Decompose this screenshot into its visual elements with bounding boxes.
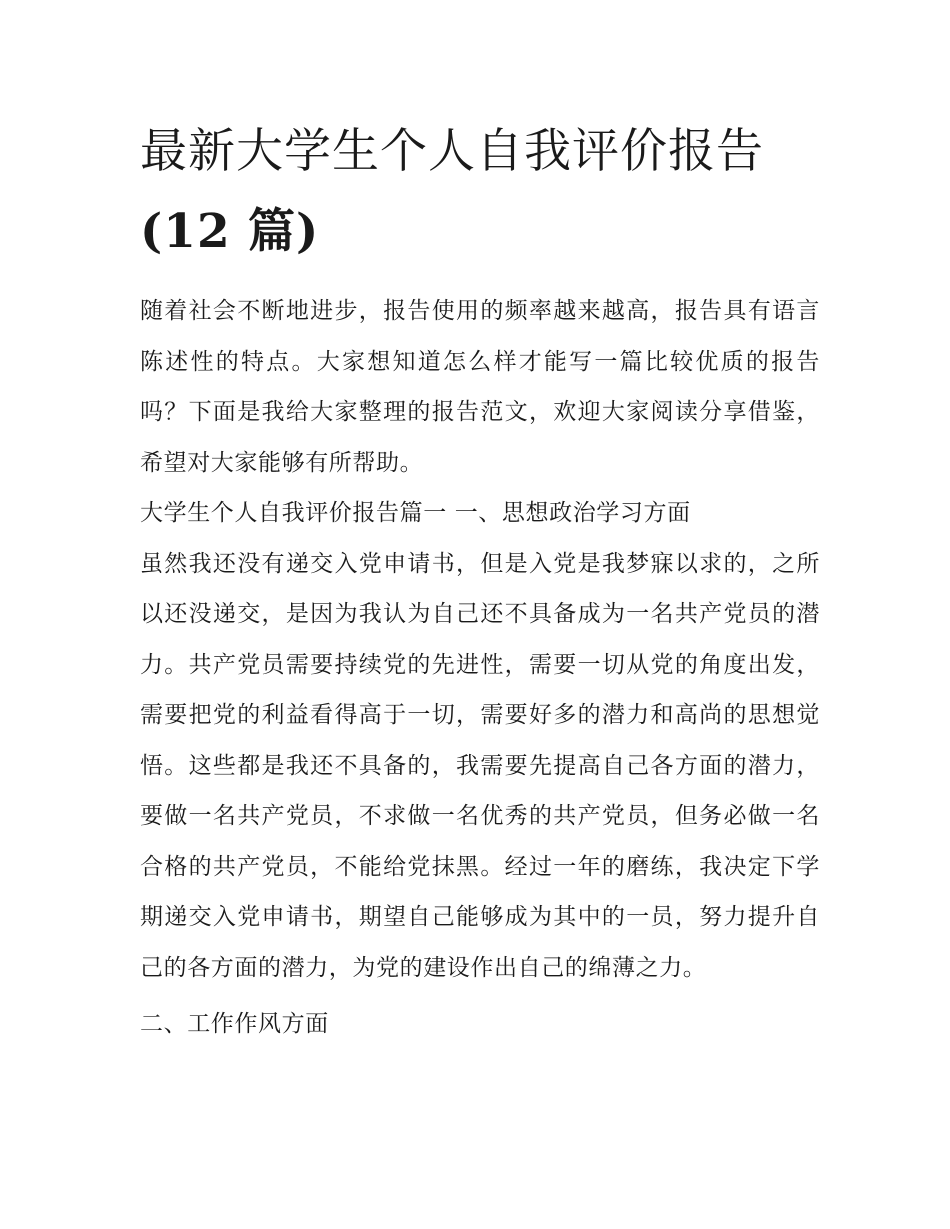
article-heading: 大学生个人自我评价报告篇一 一、思想政治学习方面 [140,500,691,526]
title-sub: (12 篇) [140,204,320,259]
document-title [140,112,820,272]
title-main: 最新大学生个人自我评价报告 [140,124,764,179]
section-heading-2: 二、工作作风方面 [140,1011,329,1037]
document-page [140,112,820,1050]
intro-paragraph: 随着社会不断地进步，报告使用的频率越来越高，报告具有语言陈述性的特点。大家想知道怎么样才能写一篇比较优质的报告吗？下面是我给大家整理的报告范文，欢迎大家阅读分享借鉴，希望对大家能够有所帮助。 [140,298,820,476]
body-paragraph-1: 虽然我还没有递交入党申请书，但是入党是我梦寐以求的，之所以还没递交，是因为我认为自己还不具备成为一名共产党员的潜力。共产党员需要持续党的先进性，需要一切从党的角度出发，需要把党的利益看得高于一切，需要好多的潜力和高尚的思想觉悟。这些都是我还不具备的，我需要先提高自己各方面的潜力，要做一名共产党员，不求做一名优秀的共产党员，但务必做一名合格的共产党员，不能给党抹黑。经过一年的磨练，我决定下学期递交入党申请书，期望自己能够成为其中的一员，努力提升自己的各方面的潜力，为党的建设作出自己的绵薄之力。 [140,550,820,981]
